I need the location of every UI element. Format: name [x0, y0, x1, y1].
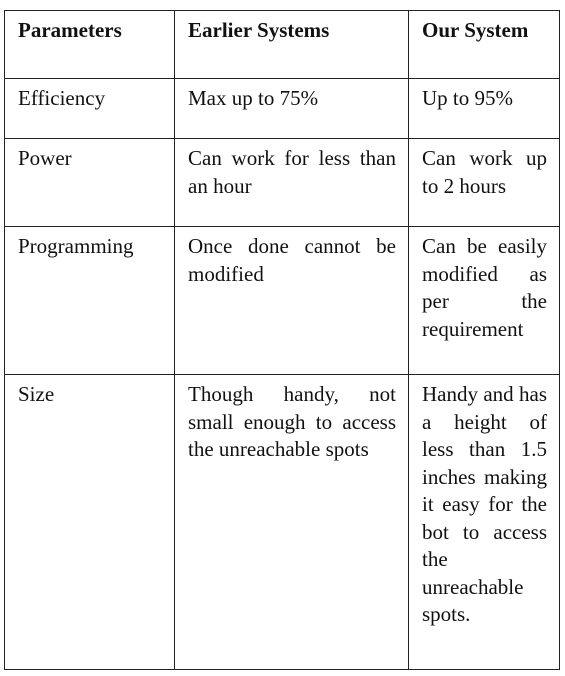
cell-parameter: Programming [5, 227, 175, 375]
header-earlier-systems: Earlier Systems [175, 11, 409, 79]
table-row-programming [5, 227, 560, 375]
table-header-row [5, 11, 560, 79]
cell-parameter: Efficiency [5, 79, 175, 139]
cell-earlier: Max up to 75% [175, 79, 409, 139]
header-our-system: Our System [409, 11, 560, 79]
table-row-power [5, 139, 560, 227]
table-row-size [5, 375, 560, 670]
cell-ours: Can work up to 2 hours [409, 139, 560, 227]
cell-earlier: Though handy, not small enough to access the unreachable spots [175, 375, 409, 670]
cell-earlier: Can work for less than an hour [175, 139, 409, 227]
cell-ours: Up to 95% [409, 79, 560, 139]
cell-earlier: Once done cannot be modified [175, 227, 409, 375]
header-parameters: Parameters [5, 11, 175, 79]
cell-ours: Handy and has a height of less than 1.5 inches making it easy for the bot to access the unreachable spots. [409, 375, 560, 670]
comparison-table [4, 10, 560, 670]
cell-parameter: Size [5, 375, 175, 670]
cell-parameter: Power [5, 139, 175, 227]
table-row-efficiency [5, 79, 560, 139]
cell-ours: Can be easily modified as per the requirement [409, 227, 560, 375]
